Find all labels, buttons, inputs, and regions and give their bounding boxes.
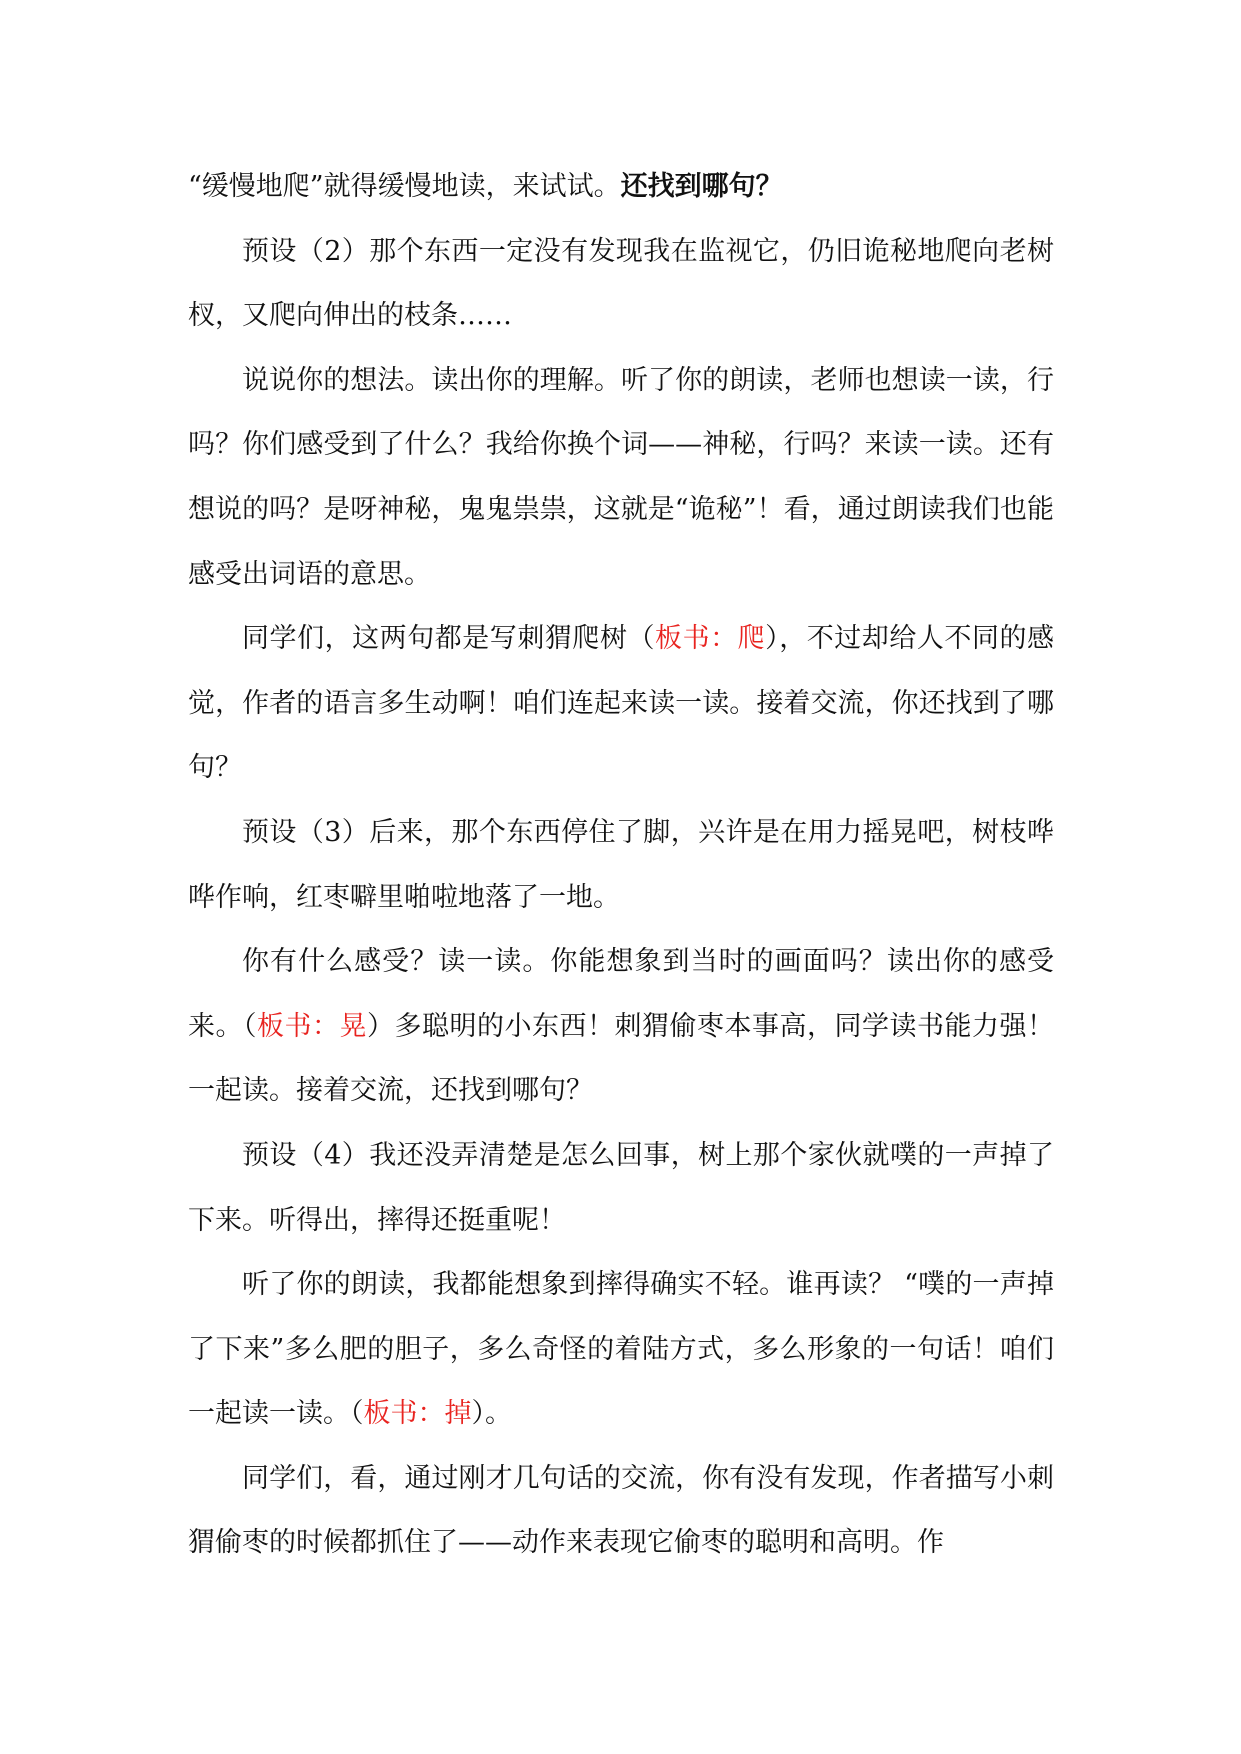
paragraph-4 [188,607,1054,801]
paragraph-text: 你有什么感受？读一读。你能想象到当时的画面吗？读出你的感受来。（ [188,946,1054,1042]
paragraph-text: 预设（3）后来，那个东西停住了脚，兴许是在用力摇晃吧，树枝哗哗作响，红枣噼里啪啦地落了一地。 [188,816,1054,913]
paragraph-text: 预设（4）我还没弄清楚是怎么回事，树上那个家伙就噗的一声掉了下来。听得出，摔得还挺重呢！ [188,1139,1054,1236]
paragraph-text: 预设（2）那个东西一定没有发现我在监视它，仍旧诡秘地爬向老树杈，又爬向伸出的枝条…… [188,235,1054,332]
board-note: 板书：晃 [257,1010,367,1042]
paragraph-1 [188,155,1054,220]
paragraph-text: 听了你的朗读，我都能想象到摔得确实不轻。谁再读？ “噗的一声掉了下来”多么肥的胆子，多么奇怪的着陆方式，多么形象的一句话！咱们一起读一读。（ [188,1269,1054,1430]
paragraph-text: ）。 [471,1398,512,1430]
paragraph-text: ），不过却给人不同的感觉，作者的语言多生动啊！咱们连起来读一读。接着交流，你还找到了哪句？ [188,623,1055,784]
paragraph-9 [188,1447,1054,1576]
paragraph-text: “缓慢地爬”就得缓慢地读，来试试。 [188,171,621,202]
paragraph-7 [188,1124,1054,1253]
paragraph-6 [188,930,1054,1124]
paragraph-text: 同学们，这两句都是写刺猬爬树（ [242,623,656,655]
paragraph-text: 说说你的想法。读出你的理解。听了你的朗读，老师也想读一读，行吗？你们感受到了什么？我给你换个词——神秘，行吗？来读一读。还有想说的吗？是呀神秘，鬼鬼祟祟，这就是“诡秘”！看，通过朗读我们也能感受出词语的意思。 [188,364,1054,590]
paragraph-text: ）多聪明的小东西！刺猬偷枣本事高，同学读书能力强！一起读。接着交流，还找到哪句？ [188,1010,1054,1107]
board-note: 板书：掉 [363,1398,472,1430]
paragraph-3 [188,349,1054,607]
paragraph-text: 同学们，看，通过刚才几句话的交流，你有没有发现，作者描写小刺猬偷枣的时候都抓住了——动作来表现它偷枣的聪明和高明。作 [188,1462,1054,1559]
bold-question: 还找到哪句？ [620,171,783,202]
document-body [188,155,1054,1576]
paragraph-8 [188,1253,1054,1447]
paragraph-2 [188,220,1054,349]
paragraph-5 [188,801,1054,930]
board-note: 板书：爬 [655,623,766,655]
